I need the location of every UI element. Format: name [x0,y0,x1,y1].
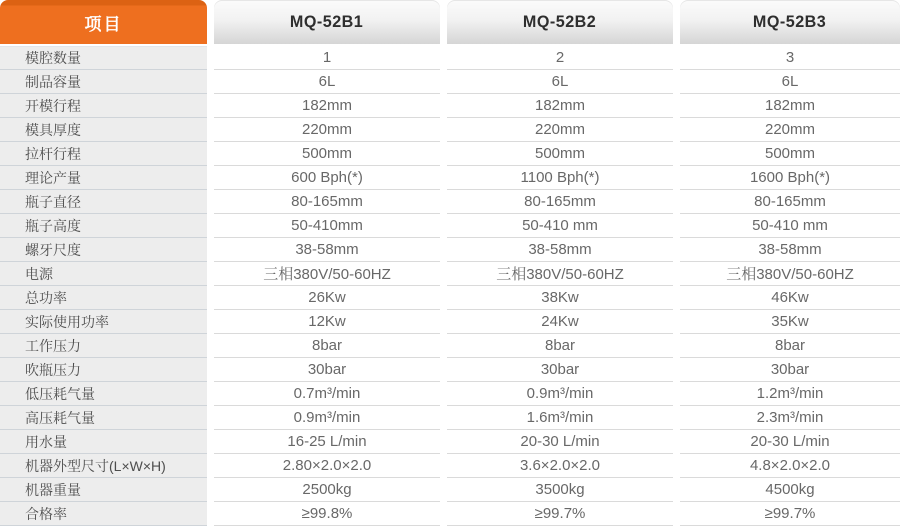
table-row [0,382,900,406]
table-row [0,262,900,286]
cell-value: 80-165mm [447,190,673,214]
row-label: 瓶子高度 [0,214,207,238]
cell-value: 500mm [680,142,900,166]
cell-value: 500mm [447,142,673,166]
cell-value: 1.2m³/min [680,382,900,406]
row-label: 实际使用功率 [0,310,207,334]
table-row [0,358,900,382]
cell-value: 182mm [447,94,673,118]
cell-value: 38Kw [447,286,673,310]
cell-value: 2.80×2.0×2.0 [214,454,440,478]
row-label: 理论产量 [0,166,207,190]
cell-value: 20-30 L/min [680,430,900,454]
row-label: 机器外型尺寸(L×W×H) [0,454,207,478]
cell-value: ≥99.7% [680,502,900,526]
model-2-label: MQ-52B2 [523,12,597,31]
cell-value: 3.6×2.0×2.0 [447,454,673,478]
table-row [0,334,900,358]
cell-value: 220mm [447,118,673,142]
row-label: 机器重量 [0,478,207,502]
cell-value: 50-410mm [214,214,440,238]
table-row [0,238,900,262]
cell-value: 30bar [680,358,900,382]
cell-value: 2 [447,46,673,70]
cell-value: ≥99.8% [214,502,440,526]
cell-value: 80-165mm [680,190,900,214]
row-label: 吹瓶压力 [0,358,207,382]
row-label: 用水量 [0,430,207,454]
cell-value: 3500kg [447,478,673,502]
row-label: 螺牙尺度 [0,238,207,262]
table-row [0,142,900,166]
row-label: 制品容量 [0,70,207,94]
table-row [0,46,900,70]
row-label: 合格率 [0,502,207,526]
cell-value: 4500kg [680,478,900,502]
table-row [0,430,900,454]
header-cell-items: 项目 [0,0,207,44]
cell-value: 12Kw [214,310,440,334]
cell-value: 20-30 L/min [447,430,673,454]
cell-value: 0.9m³/min [214,406,440,430]
table-row [0,94,900,118]
row-label: 瓶子直径 [0,190,207,214]
cell-value: 6L [680,70,900,94]
cell-value: 220mm [680,118,900,142]
cell-value: 38-58mm [214,238,440,262]
cell-value: 3 [680,46,900,70]
cell-value: 600 Bph(*) [214,166,440,190]
cell-value: 0.7m³/min [214,382,440,406]
header-cell-model-1 [214,0,440,44]
cell-value: 500mm [214,142,440,166]
cell-value: 38-58mm [447,238,673,262]
cell-value: 8bar [447,334,673,358]
model-3-label: MQ-52B3 [753,12,827,31]
row-label: 开模行程 [0,94,207,118]
table-row [0,190,900,214]
cell-value: 8bar [680,334,900,358]
cell-value: 三相380V/50-60HZ [214,262,440,286]
cell-value: 8bar [214,334,440,358]
row-label: 工作压力 [0,334,207,358]
row-label: 电源 [0,262,207,286]
cell-value: 38-58mm [680,238,900,262]
model-1-label: MQ-52B1 [290,12,364,31]
cell-value: 4.8×2.0×2.0 [680,454,900,478]
table-row [0,166,900,190]
row-label: 高压耗气量 [0,406,207,430]
row-label: 模具厚度 [0,118,207,142]
cell-value: 30bar [447,358,673,382]
cell-value: 182mm [680,94,900,118]
header-cell-model-3 [680,0,900,44]
cell-value: 182mm [214,94,440,118]
cell-value: 24Kw [447,310,673,334]
cell-value: 46Kw [680,286,900,310]
cell-value: 50-410 mm [447,214,673,238]
cell-value: 三相380V/50-60HZ [447,262,673,286]
cell-value: 16-25 L/min [214,430,440,454]
cell-value: 1100 Bph(*) [447,166,673,190]
cell-value: 1.6m³/min [447,406,673,430]
table-row [0,310,900,334]
table-row [0,70,900,94]
table-row [0,286,900,310]
cell-value: 50-410 mm [680,214,900,238]
row-label: 低压耗气量 [0,382,207,406]
cell-value: 1600 Bph(*) [680,166,900,190]
cell-value: 1 [214,46,440,70]
cell-value: 6L [447,70,673,94]
cell-value: 80-165mm [214,190,440,214]
table-row [0,214,900,238]
row-label: 总功率 [0,286,207,310]
row-label: 模腔数量 [0,46,207,70]
table-row [0,478,900,502]
cell-value: 220mm [214,118,440,142]
cell-value: 26Kw [214,286,440,310]
row-label: 拉杆行程 [0,142,207,166]
cell-value: 三相380V/50-60HZ [680,262,900,286]
header-row [0,0,900,44]
cell-value: 35Kw [680,310,900,334]
table-row [0,118,900,142]
table-body [0,46,900,526]
cell-value: 30bar [214,358,440,382]
cell-value: 6L [214,70,440,94]
table-row [0,454,900,478]
cell-value: 0.9m³/min [447,382,673,406]
cell-value: 2500kg [214,478,440,502]
table-row [0,406,900,430]
cell-value: ≥99.7% [447,502,673,526]
header-cell-model-2 [447,0,673,44]
cell-value: 2.3m³/min [680,406,900,430]
table-row [0,502,900,526]
